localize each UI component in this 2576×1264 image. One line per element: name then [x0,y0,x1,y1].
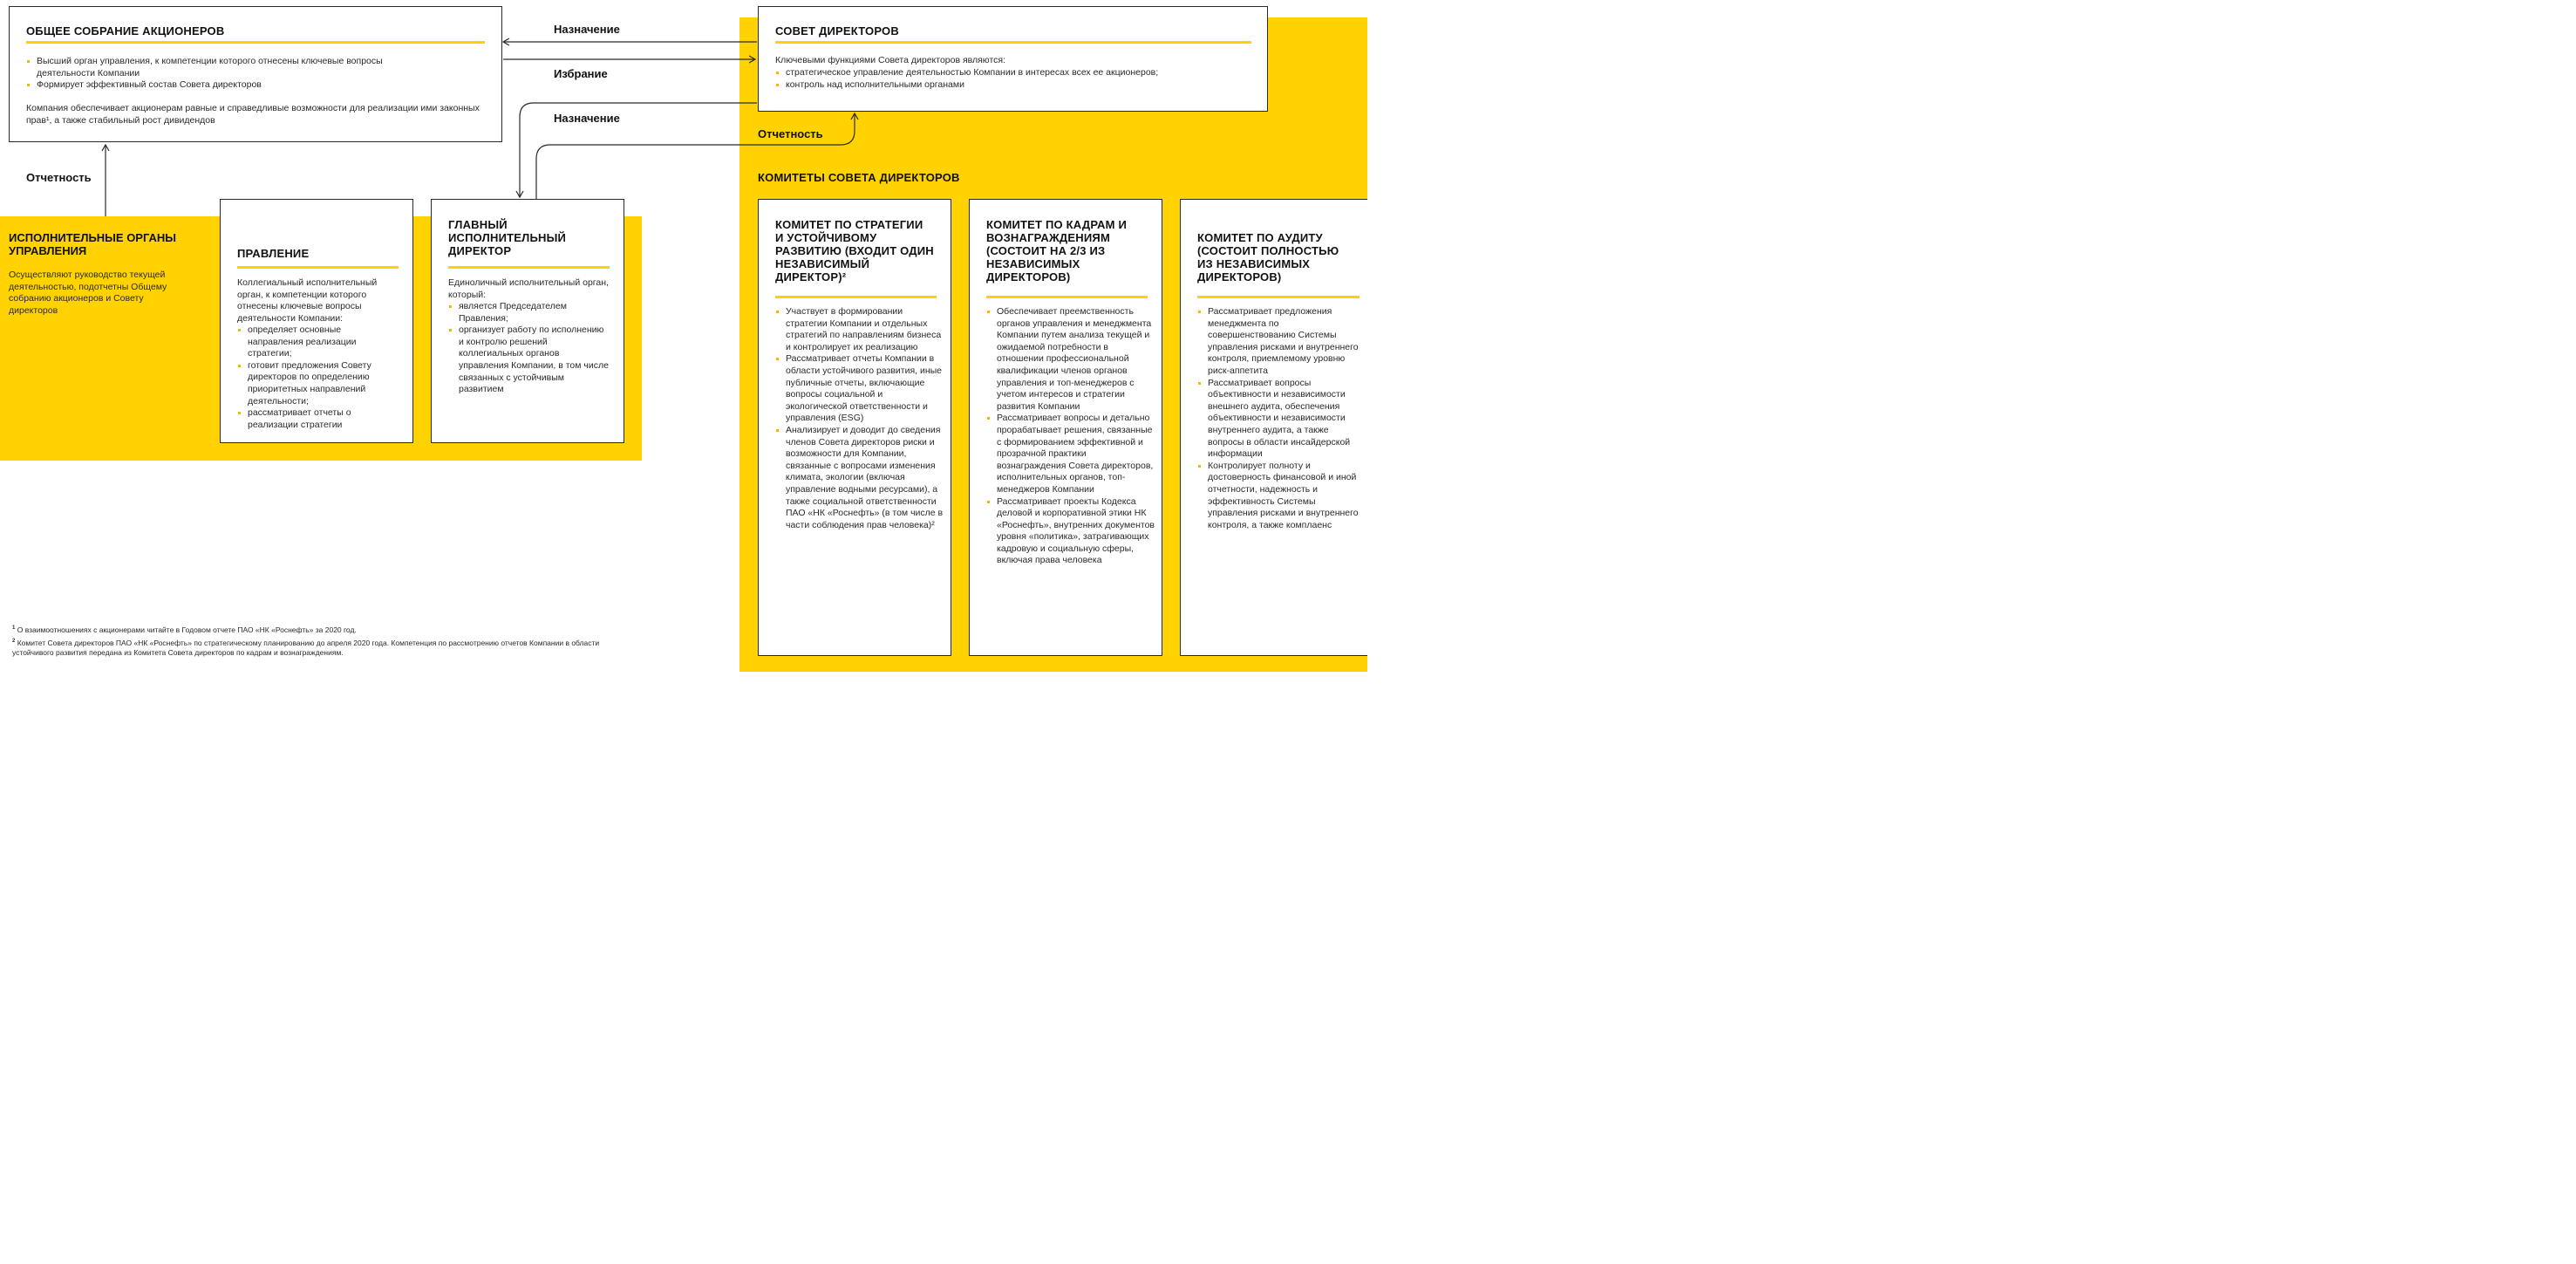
list-item: Рассматривает предложения менеджмента по совершенствованию Системы управления рисками и внутреннего контроля, приемлемому уровню риск-аппетита [1197,306,1363,378]
list-item: рассматривает отчеты о реализации стратегии [237,407,399,431]
footnote-1 [12,624,614,635]
board-box [758,6,1268,112]
list-item: контроль над исполнительными органами [775,79,1255,92]
management-board-box [220,199,413,443]
footnote-text: О взаимоотношениях с акционерами читайте в Годовом отчете ПАО «НК «Роснефть» за 2020 год. [17,625,357,634]
title-rule [1197,296,1360,298]
committee-audit-bullets [1197,306,1363,531]
committee-strategy-bullets [775,306,945,531]
list-item: организует работу по исполнению и контролю решений коллегиальных органов управления Компании, в том числе связанных с устойчивым развитием [448,325,610,396]
board-title: СОВЕТ ДИРЕКТОРОВ [775,24,899,38]
committee-hr-bullets [986,306,1156,567]
list-item: Анализирует и доводит до сведения членов Совета директоров риски и возможности для Компании, связанные с вопросами изменения климата, экологии (включая управление водными ресурсами), а также социальной ответственности ПАО «НК «Роснефть» (в том числе в части соблюдения прав человека)² [775,425,945,531]
footnote-mark: 1 [12,625,16,631]
board-intro: Ключевыми функциями Совета директоров являются: [775,55,1005,65]
list-item: Формирует эффективный состав Совета директоров [26,79,436,92]
executive-description: Осуществляют руководство текущей деятельностью, подотчетны Общему собранию акционеров и Совету директоров [9,270,167,316]
management-board-title: ПРАВЛЕНИЕ [237,247,310,260]
committee-strategy-box [758,199,951,656]
footnote-2 [12,637,614,658]
title-rule [986,296,1148,298]
footnote-text: Комитет Совета директоров ПАО «НК «Роснефть» по стратегическому планированию до апреля 2020 года. Компетенция по рассмотрению отчетов Компании в области устойчивого развития передана из Комитета Совета директоров по кадрам и вознаграждениям. [12,638,600,657]
list-item: Рассматривает вопросы и детально прорабатывает решения, связанные с формированием эффективной и прозрачной практики вознаграждения Совета директоров, исполнительных органов, топ-менеджеров Компании [986,413,1156,495]
committees-heading: КОМИТЕТЫ СОВЕТА ДИРЕКТОРОВ [758,171,960,184]
reporting-right-arrow [536,113,855,199]
ceo-appointment-label: Назначение [554,112,620,125]
reporting-left-label: Отчетность [26,171,92,184]
list-item: Участвует в формировании стратегии Компании и отдельных стратегий по направлениям бизнеса и контролирует их реализацию [775,306,945,353]
board-bullets [775,67,1255,91]
list-item: Высший орган управления, к компетенции которого отнесены ключевые вопросы деятельности Компании [26,56,436,79]
list-item: готовит предложения Совету директоров по определению приоритетных направлений деятельности; [237,360,399,407]
shareholders-meeting-box [9,6,502,142]
committee-hr-title: КОМИТЕТ ПО КАДРАМ И ВОЗНАГРАЖДЕНИЯМ (СОСТОИТ НА 2/3 ИЗ НЕЗАВИСИМЫХ ДИРЕКТОРОВ) [986,218,1128,284]
appointment-label: Назначение [554,23,620,36]
shareholders-note: Компания обеспечивает акционерам равные и справедливые возможности для реализации ими законных прав¹, а также стабильный рост дивидендов [26,103,480,126]
shareholders-bullets [26,56,436,92]
list-item: Рассматривает отчеты Компании в области устойчивого развития, иные публичные отчеты, включающие вопросы социальной и экологической ответственности и управления (ESG) [775,353,945,425]
list-item: Рассматривает вопросы объективности и независимости внешнего аудита, обеспечения объективности и независимости внутреннего аудита, а также вопросы в области инсайдерской информации [1197,378,1363,461]
management-board-bullets [237,325,399,431]
list-item: определяет основные направления реализации стратегии; [237,325,399,360]
election-label: Избрание [554,67,608,80]
list-item: стратегическое управление деятельностью Компании в интересах всех ее акционеров; [775,67,1255,79]
title-rule [775,41,1251,44]
shareholders-meeting-title: ОБЩЕЕ СОБРАНИЕ АКЦИОНЕРОВ [26,24,225,38]
committee-audit-box [1180,199,1367,656]
executive-title: ИСПОЛНИТЕЛЬНЫЕ ОРГАНЫ УПРАВЛЕНИЯ [9,231,177,257]
ceo-intro: Единоличный исполнительный орган, который: [448,277,609,300]
title-rule [237,266,399,269]
list-item: Контролирует полноту и достоверность финансовой и иной отчетности, надежность и эффективность Системы управления рисками и внутреннего контроля, а также комплаенс [1197,461,1363,532]
committee-strategy-title: КОМИТЕТ ПО СТРАТЕГИИ И УСТОЙЧИВОМУ РАЗВИТИЮ (ВХОДИТ ОДИН НЕЗАВИСИМЫЙ ДИРЕКТОР)² [775,218,934,284]
ceo-bullets [448,301,610,396]
ceo-title: ГЛАВНЫЙ ИСПОЛНИТЕЛЬНЫЙ ДИРЕКТОР [448,218,567,257]
reporting-right-label: Отчетность [758,127,823,140]
title-rule [26,41,485,44]
footnote-mark: 2 [12,639,16,644]
committee-audit-title: КОМИТЕТ ПО АУДИТУ (СОСТОИТ ПОЛНОСТЬЮ ИЗ НЕЗАВИСИМЫХ ДИРЕКТОРОВ) [1197,231,1339,284]
title-rule [448,266,610,269]
list-item: Рассматривает проекты Кодекса деловой и корпоративной этики НК «Роснефть», внутренних документов уровня «политика», затрагивающих кадровую и социальную сферы, включая права человека [986,496,1156,568]
list-item: Обеспечивает преемственность органов управления и менеджмента Компании путем анализа текущей и ожидаемой потребности в отношении профессиональной квалификации членов органов управления и топ-менеджеров с учетом интересов и стратегии развития Компании [986,306,1156,413]
title-rule [775,296,937,298]
list-item: является Председателем Правления; [448,301,610,325]
committee-hr-box [969,199,1162,656]
ceo-box [431,199,624,443]
management-board-intro: Коллегиальный исполнительный орган, к компетенции которого отнесены ключевые вопросы деятельности Компании: [237,277,378,324]
